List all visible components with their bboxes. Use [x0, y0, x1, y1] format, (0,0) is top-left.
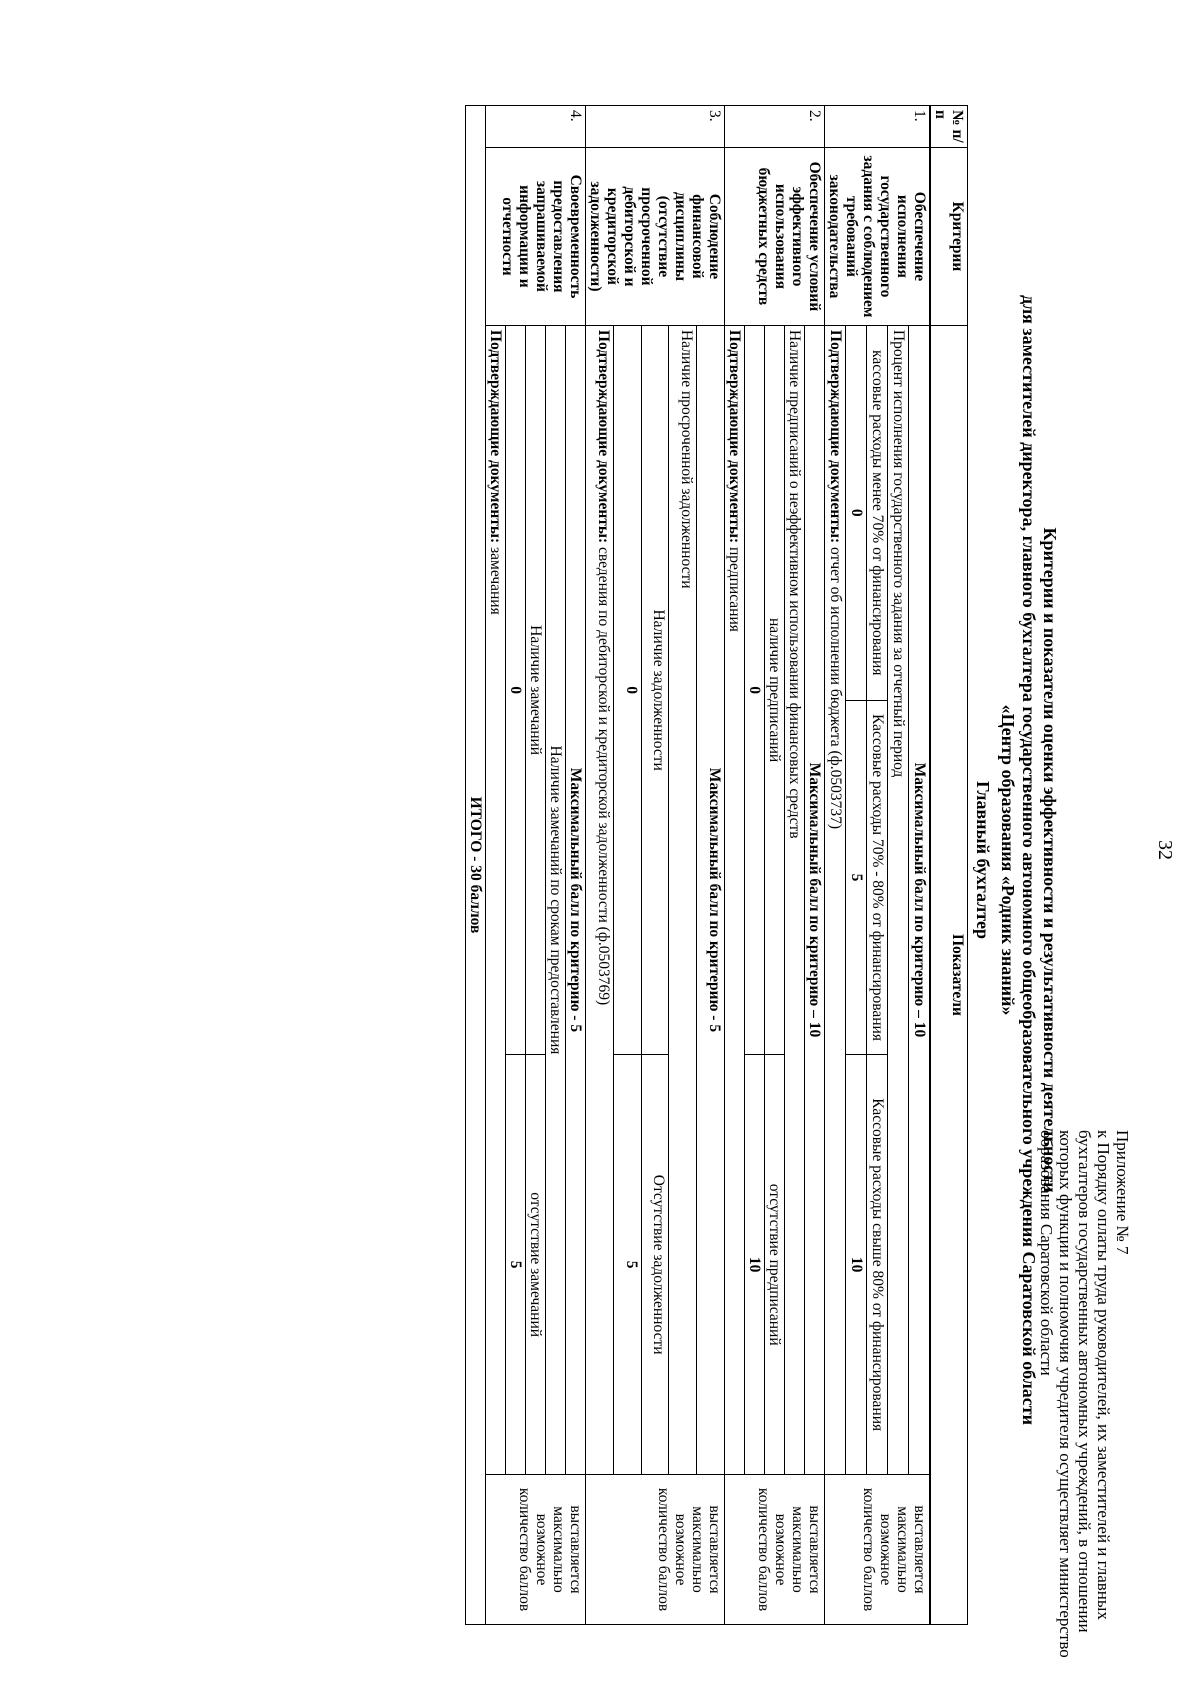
score-cell: 0: [745, 325, 765, 1054]
title-line-3: «Центр образования «Родник знаний»: [998, 704, 1018, 1016]
option-cell: отсутствие предписаний: [765, 1055, 785, 1475]
criterion-cell: Своевременность предоставления запрашиваемой информации и отчетности: [486, 147, 586, 325]
title-line-1: Критерии и показатели оценки эффективности и результативности деятельности: [1040, 527, 1060, 1193]
option-cell: Кассовые расходы 70% - 80% от финансирования: [867, 700, 888, 1055]
docs-label: Подтверждающие документы:: [827, 329, 845, 544]
table-header-row: [930, 106, 968, 1625]
docs-cell: [486, 325, 506, 1474]
header-criteria: Критерии: [930, 147, 968, 325]
score-note: выставляется максимально возможное количество баллов: [725, 1475, 825, 1625]
row-number: 2.: [725, 106, 825, 148]
page-number: 32: [1154, 840, 1176, 860]
score-cell: 0: [506, 325, 526, 1054]
header-indicators: Показатели: [930, 325, 968, 1624]
indicator-text: Наличие предписаний о неэффективном использовании финансовых средств: [785, 325, 805, 1474]
header-num: № п/п: [930, 106, 968, 148]
indicator-text: Процент исполнения государственного задания за отчетный период: [888, 325, 909, 1474]
score-note: выставляется максимально возможное количество баллов: [586, 1475, 725, 1625]
option-cell: Кассовые расходы свыше 80% от финансирования: [867, 1055, 888, 1475]
max-score: Максимальный балл по критерию – 10: [908, 325, 930, 1474]
appendix-text: к Порядку оплаты труда руководителей, их заместителей и главных бухгалтеров государственных автономных учреждений, в отношении которых функции и полномочия учредителя осуществляет министерство образования Саратовской области: [1037, 1130, 1113, 1658]
title-line-2: для заместителей директора, главного бухгалтера государственного автономного общеобразовательного учреждения Саратовской области: [1019, 294, 1039, 1426]
docs-cell: [825, 325, 846, 1474]
docs-cell: [725, 325, 745, 1474]
title-line-4: Главный бухгалтер: [973, 780, 993, 940]
document-title: [972, 180, 1060, 1540]
docs-label: Подтверждающие документы:: [726, 329, 743, 544]
option-cell: наличие предписаний: [765, 325, 785, 1054]
appendix-title: Приложение № 7: [1113, 1130, 1132, 1255]
option-cell: Наличие задолженности: [641, 325, 669, 1054]
criteria-table: [465, 105, 968, 1625]
table-row: [697, 106, 725, 1625]
total-cell: ИТОГО - 30 баллов: [466, 106, 486, 1625]
max-score: Максимальный балл по критерию – 10: [805, 325, 825, 1474]
criterion-cell: Обеспечение условий эффективного использования бюджетных средств: [725, 147, 825, 325]
docs-label: Подтверждающие документы:: [594, 329, 612, 544]
indicator-text: Наличие просроченной задолженности: [669, 325, 697, 1474]
score-cell: 0: [613, 325, 641, 1054]
score-cell: 5: [506, 1055, 526, 1475]
docs-text: предписания: [726, 547, 743, 632]
docs-cell: [586, 325, 614, 1474]
total-row: [466, 106, 486, 1625]
row-number: 4.: [486, 106, 586, 148]
table-row: [805, 106, 825, 1625]
criterion-cell: Соблюдение финансовой дисциплины (отсутствие просроченной дебиторской и кредиторской задолженности): [586, 147, 725, 325]
docs-text: сведения по дебиторской и кредиторской задолженности (ф.0503769): [594, 547, 612, 1006]
criterion-cell: Обеспечение исполнения государственного задания с соблюдением требований законодательства: [825, 147, 931, 325]
max-score: Максимальный балл по критерию - 5: [697, 325, 725, 1474]
option-cell: Наличие замечаний: [526, 325, 546, 1054]
score-cell: 10: [745, 1055, 765, 1475]
score-cell: 10: [846, 1055, 867, 1475]
option-cell: кассовые расходы менее 70% от финансирования: [867, 325, 888, 700]
option-cell: Отсутствие задолженности: [641, 1055, 669, 1475]
table-row: [566, 106, 586, 1625]
score-note: выставляется максимально возможное количество баллов: [825, 1475, 931, 1625]
docs-label: Подтверждающие документы:: [487, 329, 504, 544]
row-number: 3.: [586, 106, 725, 148]
docs-text: отчет об исполнении бюджета (ф.0503737): [827, 547, 845, 830]
docs-text: замечания: [487, 547, 504, 615]
option-cell: отсутствие замечаний: [526, 1055, 546, 1475]
score-cell: 0: [846, 325, 867, 700]
max-score: Максимальный балл по критерию - 5: [566, 325, 586, 1474]
score-note: выставляется максимально возможное количество баллов: [486, 1475, 586, 1625]
score-cell: 5: [846, 700, 867, 1055]
indicator-text: Наличие замечаний по срокам предоставления: [546, 325, 566, 1474]
score-cell: 5: [613, 1055, 641, 1475]
row-number: 1.: [825, 106, 931, 148]
table-row: [908, 106, 930, 1625]
